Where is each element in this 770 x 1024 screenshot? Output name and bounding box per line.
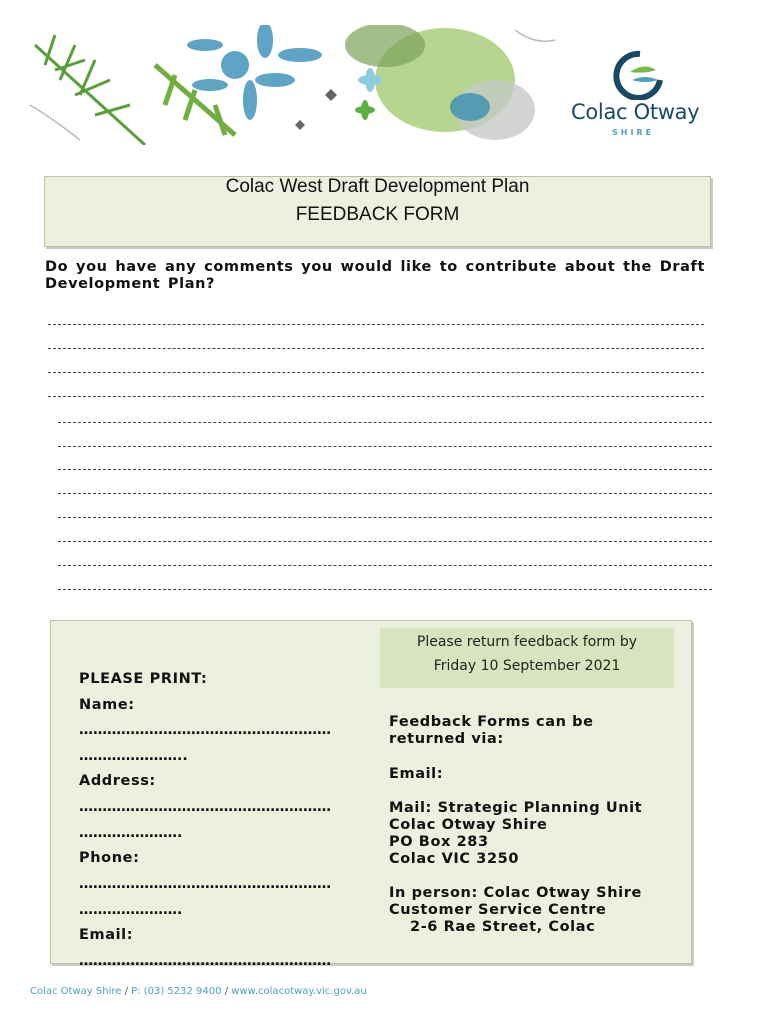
in-person-line-3: 2-6 Rae Street, Colac — [410, 919, 596, 935]
answer-line[interactable] — [48, 372, 704, 374]
return-deadline-date: Friday 10 September 2021 — [433, 658, 621, 674]
banner-artwork — [25, 25, 565, 145]
name-field[interactable]: ……………………………………………… — [79, 722, 331, 738]
colac-otway-logo — [560, 40, 730, 150]
email-label: Email: — [79, 927, 134, 943]
answer-line[interactable] — [48, 396, 704, 398]
comment-question: Do you have any comments you would like to contribute about the Draft Development Plan? — [45, 259, 705, 292]
footer-phone: P: (03) 5232 9400 — [131, 986, 222, 997]
answer-line[interactable] — [58, 565, 712, 567]
answer-line[interactable] — [58, 589, 712, 591]
email-field[interactable]: ……………………………………………… — [79, 953, 331, 969]
answer-line[interactable] — [58, 469, 712, 471]
return-deadline-box — [380, 628, 674, 688]
mail-line-4: Colac VIC 3250 — [389, 851, 520, 867]
answer-line[interactable] — [48, 348, 704, 350]
mail-line-2: Colac Otway Shire — [389, 817, 548, 833]
address-field-cont[interactable]: …………………. — [79, 825, 183, 841]
name-label: Name: — [79, 697, 135, 713]
title-panel — [44, 176, 711, 247]
return-email-label: Email: — [389, 766, 444, 782]
phone-label: Phone: — [79, 850, 140, 866]
please-print-label: PLEASE PRINT: — [79, 671, 208, 687]
form-subtitle: FEEDBACK FORM — [295, 204, 460, 225]
phone-field[interactable]: ……………………………………………… — [79, 876, 331, 892]
mail-line-3: PO Box 283 — [389, 834, 489, 850]
answer-line[interactable] — [48, 324, 704, 326]
mail-line-1: Mail: Strategic Planning Unit — [389, 800, 643, 816]
answer-line[interactable] — [58, 541, 712, 543]
name-field-cont[interactable]: ………………….. — [79, 748, 188, 764]
form-title: Colac West Draft Development Plan — [225, 176, 530, 197]
returned-via-text: Feedback Forms can be returned via: — [389, 714, 594, 747]
answer-line[interactable] — [58, 493, 712, 495]
in-person-line-1: In person: Colac Otway Shire — [389, 885, 642, 901]
answer-line[interactable] — [58, 422, 712, 424]
footer-url[interactable]: www.colacotway.vic.gov.au — [231, 986, 367, 997]
address-label: Address: — [79, 773, 156, 789]
answer-line[interactable] — [58, 517, 712, 519]
return-line-1: Please return feedback form by — [416, 634, 638, 650]
logo-subtitle: SHIRE — [612, 128, 655, 137]
answer-line[interactable] — [58, 446, 712, 448]
footer: Colac Otway Shire / P: (03) 5232 9400 / www.colacotway.vic.gov.au — [30, 986, 367, 997]
in-person-line-2: Customer Service Centre — [389, 902, 607, 918]
phone-field-cont[interactable]: …………………. — [79, 902, 183, 918]
address-field[interactable]: ……………………………………………… — [79, 799, 331, 815]
shire-logo-icon — [610, 50, 665, 100]
footer-org: Colac Otway Shire — [30, 986, 122, 997]
logo-wordmark: Colac Otway — [571, 100, 700, 124]
